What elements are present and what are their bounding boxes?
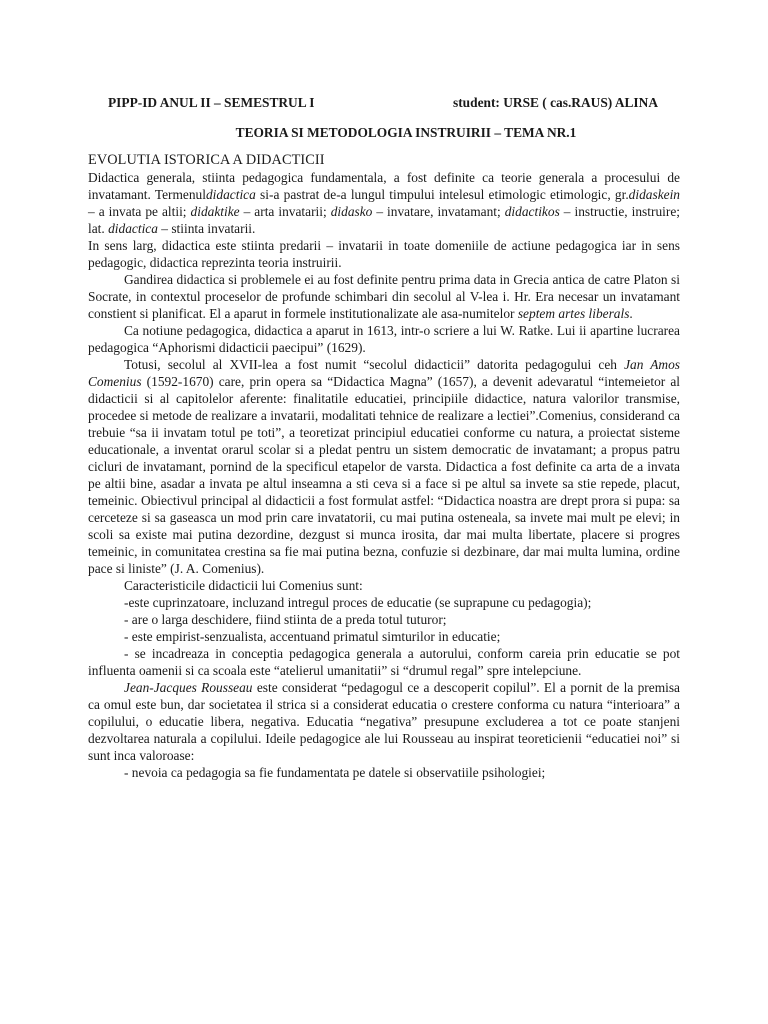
list-item: - are o larga deschidere, fiind stiinta de a preda totul tuturor; (124, 612, 447, 627)
document-title: TEORIA SI METODOLOGIA INSTRUIRII – TEMA NR.1 (235, 125, 577, 140)
paragraph-broad-sense: In sens larg, didactica este stiinta predarii – invatarii in toate domeniile de actiune pedagogica iar in sens pedagogic, didactica reprezinta teoria instruirii. (88, 238, 680, 270)
paragraph-comenius: Totusi, secolul al XVII-lea a fost numit “secolul didacticii” datorita pedagogului ceh Jan Amos Comenius (1592-1670) care, prin opera sa “Didactica Magna” (1657), a devenit adevaratul “intemeietor al didacticii si al capitolelor aferente: finalitatile educatiei, principiile didactice, natura valorilor transmise, procedee si metode de realizare a invatarii, modalitati tehnice de realizare a lectiei”.Comenius, considerand ca trebuie “sa ii invatam totul pe toti”, a teoretizat principiul educatiei conforme cu natura, a proiectat sisteme educationale, a inventat orarul scolar si a pledat pentru un sistem democratic de invatamant; a propus patru cicluri de invatamant, pornind de la specificul etapelor de varsta. Didactica a fost definite ca arta de a invata pe altii bine, asadar a invata pe altul inseamna a sti ceva si a face si pe altul sa invete sa stie repede, placut, temeinic. Obiectivul principal al didacticii a fost formulat astfel: “Didactica noastra are drept prora si pupa: sa cerceteze si sa gaseasca un mod prin care invatatorii, cu mai putina osteneala, sa invete mai mult pe elevi; in scoli sa existe mai putina dezordine, dezgust si munca irosita, dar mai multa libertate, placere si progres temeinic, in comunitatea crestina sa fie mai putina bezna, confuzie si dezbinare, dar mai multa lumina, ordine pace si liniste” (J. A. Comenius). (88, 357, 680, 576)
section-title: EVOLUTIA ISTORICA A DIDACTICII (88, 152, 325, 168)
list-item: - nevoia ca pedagogia sa fie fundamentata pe datele si observatiile psihologiei; (124, 765, 546, 780)
comenius-characteristics-list (88, 594, 680, 679)
list-item: - este empirist-senzualista, accentuand primatul simturilor in educatie; (124, 629, 501, 644)
paragraph-rousseau: Jean-Jacques Rousseau este considerat “pedagogul ce a descoperit copilul”. El a pornit de la premisa ca omul este bun, dar societatea il strica si a considerat educatia o crestere conforma cu natura “interioara” a copilului, o educatie libera, negativa. Educatia “negativa” presupune excluderea a tot ce poate stanjeni dezvoltarea naturala a copilului. Ideile pedagogice ale lui Rousseau au inspirat teoreticienii “educatiei noi” si sunt inca valoroase: (88, 680, 680, 763)
paragraph-ratke: Ca notiune pedagogica, didactica a aparut in 1613, intr-o scriere a lui W. Ratke. Lui ii apartine lucrarea pedagogica “Aphorismi didacticii paecipui” (1629). (88, 323, 680, 355)
paragraph-definition: Didactica generala, stiinta pedagogica fundamentala, a fost definite ca teorie generala a procesului de invatamant. Termenuldidactica si-a pastrat de-a lungul timpului intelesul etimologic etimologic, gr.didaskein – a invata pe altii; didaktike – arta invatarii; didasko – invatare, invatamant; didactikos – instructie, instruire; lat. didactica – stiinta invatarii. (88, 170, 680, 236)
list-item: - se incadreaza in conceptia pedagogica generala a autorului, conform careia prin educatie se pot influenta oamenii si ca scoala este “atelierul umanitatii” si “drumul regal” spre intelepciune. (88, 646, 680, 678)
header-course: PIPP-ID ANUL II – SEMESTRUL I (108, 95, 315, 110)
paragraph-characteristics-intro: Caracteristicile didacticii lui Comenius sunt: (124, 578, 363, 593)
document-header (88, 94, 680, 111)
paragraph-ancient-greece: Gandirea didactica si problemele ei au fost definite pentru prima data in Grecia antica de catre Platon si Socrate, in contextul proceselor de profunde schimbari din secolul al V-lea i. Hr. Era necesar un invatamant constient si planificat. El a aparut in formele institutionalizate ale asa-numitelor septem artes liberals. (88, 272, 680, 321)
header-student: student: URSE ( cas.RAUS) ALINA (453, 95, 658, 110)
rousseau-ideas-list (88, 764, 680, 781)
list-item: -este cuprinzatoare, incluzand intregul proces de educatie (se suprapune cu pedagogia); (124, 595, 592, 610)
